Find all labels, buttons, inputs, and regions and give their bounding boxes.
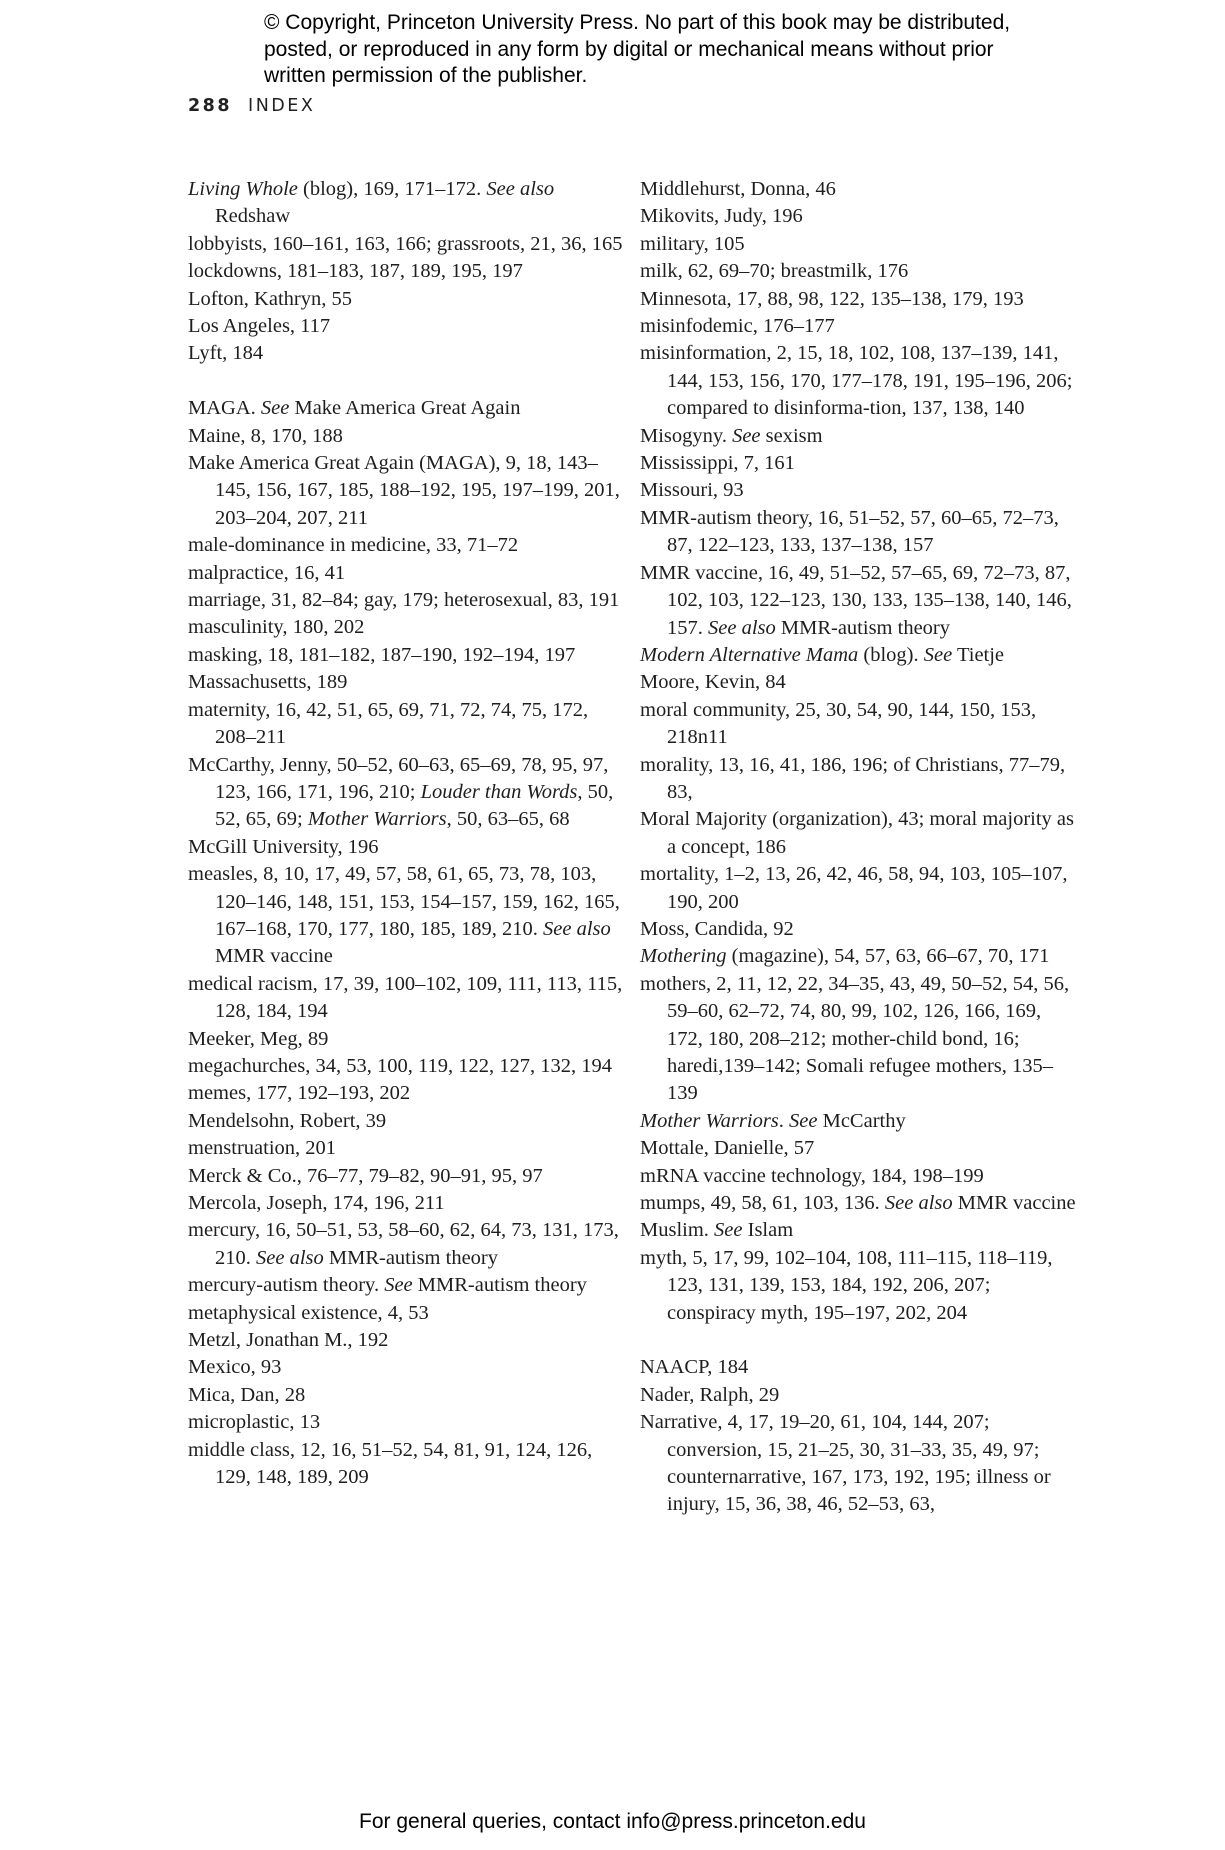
index-entry: male-dominance in medicine, 33, 71–72 <box>188 534 519 557</box>
index-entry: mercury-autism theory. See MMR-autism theory <box>188 1274 587 1297</box>
index-entry: Mother Warriors. See McCarthy <box>640 1109 906 1132</box>
index-entry: Mercola, Joseph, 174, 196, 211 <box>188 1192 445 1215</box>
index-entry: Mexico, 93 <box>188 1356 282 1379</box>
index-entry: lobbyists, 160–161, 163, 166; grassroots, 21, 36, 165 <box>188 232 623 255</box>
index-entry: Living Whole (blog), 169, 171–172. See also Redshaw <box>188 178 555 228</box>
index-entry: Moss, Candida, 92 <box>640 917 794 940</box>
index-entry: Mothering (magazine), 54, 57, 63, 66–67, 70, 171 <box>640 945 1050 968</box>
section-title: INDEX <box>248 96 316 116</box>
index-entry: misinformation, 2, 15, 18, 102, 108, 137–139, 141, 144, 153, 156, 170, 177–178, 191, 195–196, 206; compared to disinforma-tion, 137, 138, 140 <box>640 342 1073 420</box>
index-entry: mRNA vaccine technology, 184, 198–199 <box>640 1164 984 1187</box>
index-entry: Minnesota, 17, 88, 98, 122, 135–138, 179, 193 <box>640 287 1024 310</box>
page-number: 288 <box>188 96 233 116</box>
index-entry: Mica, Dan, 28 <box>188 1383 306 1406</box>
index-entry: Mendelsohn, Robert, 39 <box>188 1109 387 1132</box>
index-entry: moral community, 25, 30, 54, 90, 144, 150, 153, 218n11 <box>640 698 1037 749</box>
index-entry: NAACP, 184 <box>640 1356 749 1379</box>
index-entry: Mottale, Danielle, 57 <box>640 1137 815 1160</box>
index-entry: morality, 13, 16, 41, 186, 196; of Christians, 77–79, 83, <box>640 753 1066 803</box>
index-entry: Moore, Kevin, 84 <box>640 671 786 694</box>
running-head <box>188 96 315 116</box>
index-entry: MMR-autism theory, 16, 51–52, 57, 60–65, 72–73, 87, 122–123, 133, 137–138, 157 <box>640 506 1059 557</box>
index-entry: milk, 62, 69–70; breastmilk, 176 <box>640 260 909 283</box>
index-entry: Mikovits, Judy, 196 <box>640 205 803 228</box>
index-entry: mortality, 1–2, 13, 26, 42, 46, 58, 94, 103, 105–107, 190, 200 <box>640 863 1068 913</box>
index-entry: Modern Alternative Mama (blog). See Tietje <box>640 643 1005 666</box>
index-entry: lockdowns, 181–183, 187, 189, 195, 197 <box>188 260 523 283</box>
index-entry: mothers, 2, 11, 12, 22, 34–35, 43, 49, 50–52, 54, 56, 59–60, 62–72, 74, 80, 99, 102, 126, 166, 169, 172, 180, 208–212; mother-child bond, 16; haredi,139–142; Somali refugee mothers, 135–139 <box>640 972 1070 1105</box>
index-entry: maternity, 16, 42, 51, 65, 69, 71, 72, 74, 75, 172, 208–211 <box>188 698 589 749</box>
index-entry: misinfodemic, 176–177 <box>640 315 835 338</box>
index-entry: masculinity, 180, 202 <box>188 616 365 639</box>
index-column-left <box>188 176 628 1491</box>
index-entry: megachurches, 34, 53, 100, 119, 122, 127, 132, 194 <box>188 1054 612 1077</box>
index-entry: McCarthy, Jenny, 50–52, 60–63, 65–69, 78, 95, 97, 123, 166, 171, 196, 210; Louder than Words, 50, 52, 65, 69; Mother Warriors, 50, 63–65, 68 <box>188 753 614 831</box>
index-entry: Merck & Co., 76–77, 79–82, 90–91, 95, 97 <box>188 1164 543 1187</box>
index-entry: military, 105 <box>640 232 745 255</box>
index-entry: menstruation, 201 <box>188 1137 337 1160</box>
index-entry: Mississippi, 7, 161 <box>640 452 795 475</box>
index-entry: memes, 177, 192–193, 202 <box>188 1082 411 1105</box>
index-entry: MMR vaccine, 16, 49, 51–52, 57–65, 69, 72–73, 87, 102, 103, 122–123, 130, 133, 135–138, 140, 146, 157. See also MMR-autism theory <box>640 561 1072 639</box>
index-entry: masking, 18, 181–182, 187–190, 192–194, 197 <box>188 643 576 666</box>
index-entry: Muslim. See Islam <box>640 1219 794 1242</box>
index-entry: Middlehurst, Donna, 46 <box>640 178 836 200</box>
index-entry: marriage, 31, 82–84; gay, 179; heterosexual, 83, 191 <box>188 589 620 612</box>
index-entry: mumps, 49, 58, 61, 103, 136. See also MMR vaccine <box>640 1192 1076 1215</box>
index-entry: mercury, 16, 50–51, 53, 58–60, 62, 64, 73, 131, 173, 210. See also MMR-autism theory <box>188 1219 619 1269</box>
index-entry: Los Angeles, 117 <box>188 315 331 338</box>
index-entry: Narrative, 4, 17, 19–20, 61, 104, 144, 207; conversion, 15, 21–25, 30, 31–33, 35, 49, 97; counternarrative, 167, 173, 192, 195; illness or injury, 15, 36, 38, 46, 52–53, 63, <box>640 1411 1051 1516</box>
index-entry: Make America Great Again (MAGA), 9, 18, 143–145, 156, 167, 185, 188–192, 195, 197–199, 201, 203–204, 207, 211 <box>188 452 620 529</box>
index-entry: Nader, Ralph, 29 <box>640 1383 780 1406</box>
index-entry: Maine, 8, 170, 188 <box>188 424 343 447</box>
footer-contact: For general queries, contact info@press.princeton.edu <box>359 1810 866 1833</box>
index-entry: McGill University, 196 <box>188 835 379 858</box>
index-entry: malpractice, 16, 41 <box>188 561 346 584</box>
index-entry: Meeker, Meg, 89 <box>188 1027 329 1050</box>
index-entry: Metzl, Jonathan M., 192 <box>188 1329 389 1352</box>
index-entry: Lofton, Kathryn, 55 <box>188 287 352 310</box>
index-entry: medical racism, 17, 39, 100–102, 109, 111, 113, 115, 128, 184, 194 <box>188 972 623 1023</box>
index-entry: Missouri, 93 <box>640 479 744 502</box>
index-entry: microplastic, 13 <box>188 1411 321 1434</box>
index-entry: Lyft, 184 <box>188 342 264 365</box>
index-entry: Misogyny. See sexism <box>640 424 823 447</box>
index-column-right <box>640 176 1080 1519</box>
index-entry: Massachusetts, 189 <box>188 671 348 694</box>
index-entry: middle class, 12, 16, 51–52, 54, 81, 91, 124, 126, 129, 148, 189, 209 <box>188 1438 593 1489</box>
copyright-notice: © Copyright, Princeton University Press. No part of this book may be distributed, posted, or reproduced in any form by digital or mechanical means without prior written permission of the publisher. <box>264 11 1011 87</box>
index-entry: myth, 5, 17, 99, 102–104, 108, 111–115, 118–119, 123, 131, 139, 153, 184, 192, 206, 207; conspiracy myth, 195–197, 202, 204 <box>640 1246 1053 1324</box>
index-entry: Moral Majority (organization), 43; moral majority as a concept, 186 <box>640 808 1075 858</box>
index-entry: measles, 8, 10, 17, 49, 57, 58, 61, 65, 73, 78, 103, 120–146, 148, 151, 153, 154–157, 159, 162, 165, 167–168, 170, 177, 180, 185, 189, 210. See also MMR vaccine <box>188 863 620 968</box>
index-entry: metaphysical existence, 4, 53 <box>188 1301 429 1324</box>
index-entry: MAGA. See Make America Great Again <box>188 397 521 420</box>
